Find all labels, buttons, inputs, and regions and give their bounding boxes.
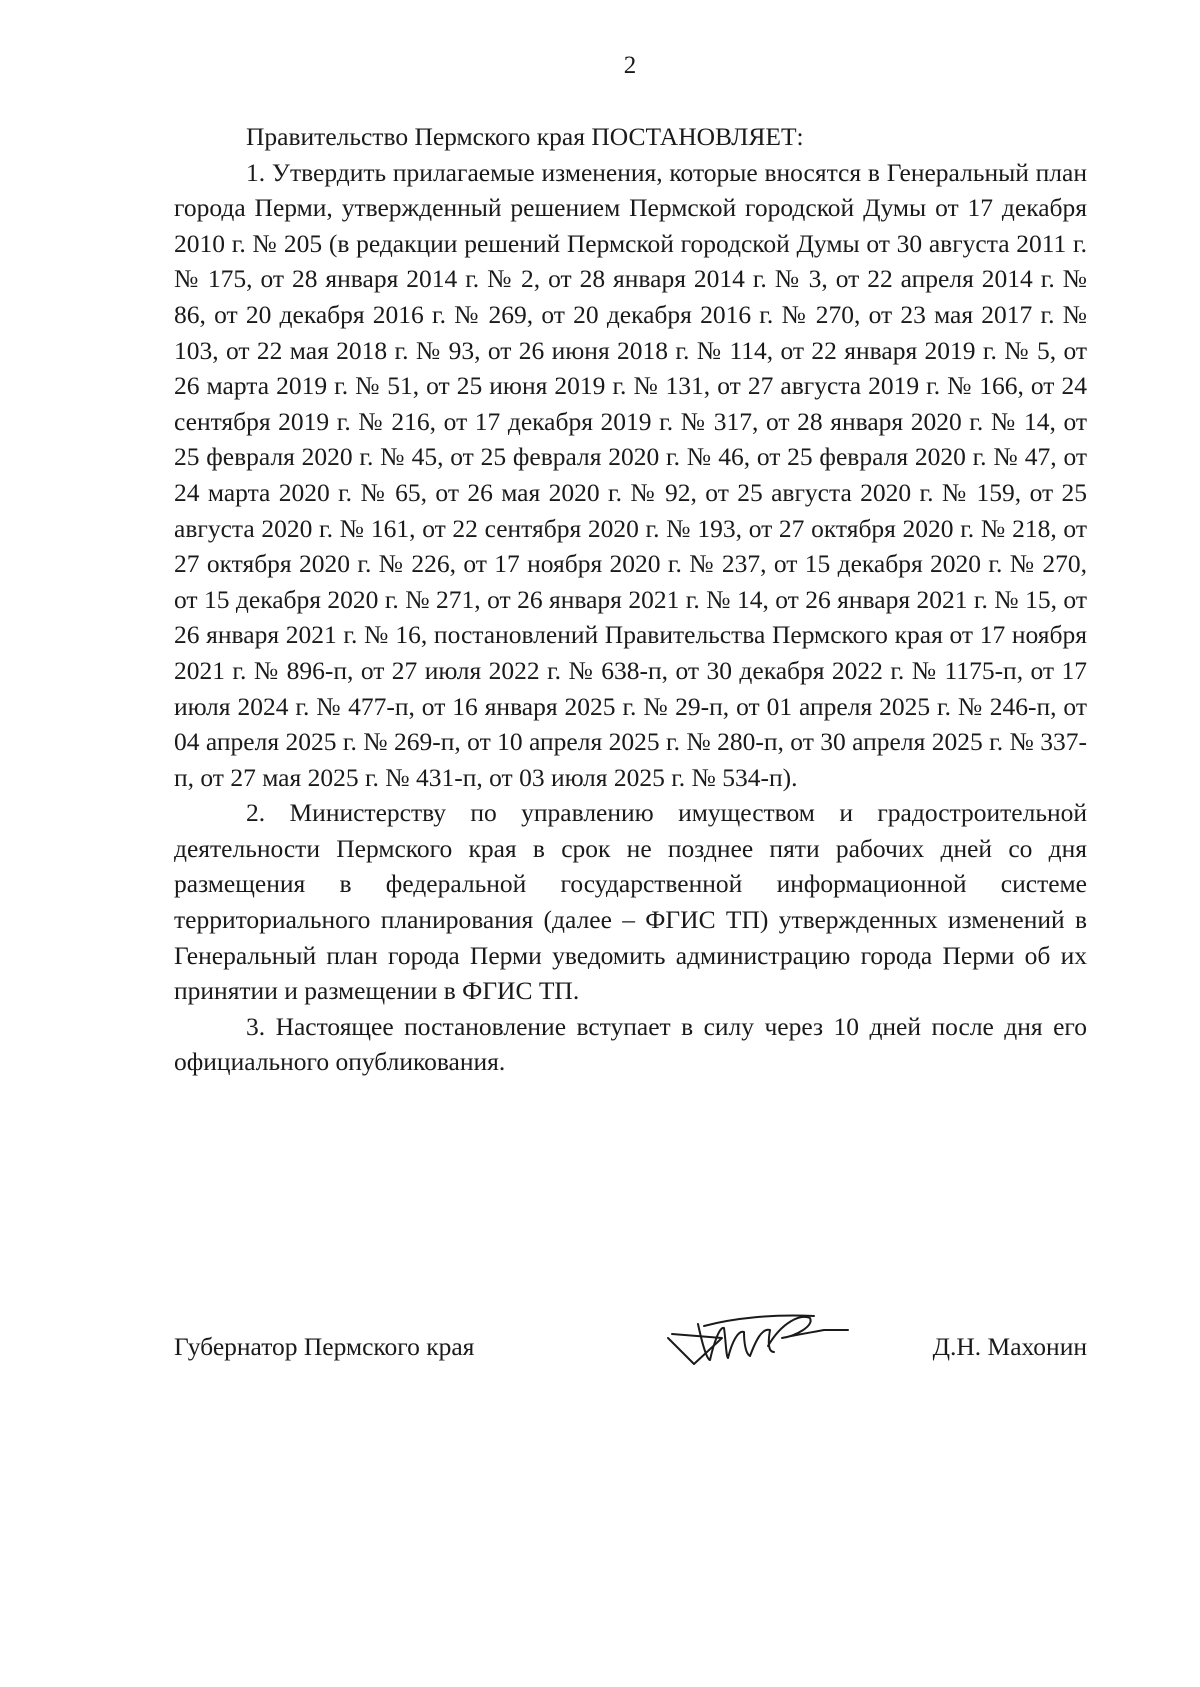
page-number: 2 — [623, 52, 637, 79]
handwritten-signature-icon — [664, 1312, 854, 1370]
decree-paragraph-3: 3. Настоящее постановление вступает в силу через 10 дней после дня его официального опубликования. — [174, 1011, 1087, 1077]
decree-paragraph-2: 2. Министерству по управлению имуществом и градостроительной деятельности Пермского края в срок не позднее пяти рабочих дней со дня размещения в федеральной государственной информационной системе территориального планирования (далее – ФГИС ТП) утвержденных изменений в Генеральный план города Перми уведомить администрацию города Перми об их принятии и размещении в ФГИС ТП. — [174, 798, 1087, 1006]
signer-position: Губернатор Пермского края — [174, 1332, 475, 1361]
decree-paragraph-1: 1. Утвердить прилагаемые изменения, которые вносятся в Генеральный план города Перми, утвержденный решением Пермской городской Думы от 17 декабря 2010 г. № 205 (в редакции решений Пермской городской Думы от 30 августа 2011 г. № 175, от 28 января 2014 г. № 2, от 28 января 2014 г. № 3, от 22 апреля 2014 г. № 86, от 20 декабря 2016 г. № 269, от 20 декабря 2016 г. № 270, от 23 мая 2017 г. № 103, от 22 мая 2018 г. № 93, от 26 июня 2018 г. № 114, от 22 января 2019 г. № 5, от 26 марта 2019 г. № 51, от 25 июня 2019 г. № 131, от 27 августа 2019 г. № 166, от 24 сентября 2019 г. № 216, от 17 декабря 2019 г. № 317, от 28 января 2020 г. № 14, от 25 февраля 2020 г. № 45, от 25 февраля 2020 г. № 46, от 25 февраля 2020 г. № 47, от 24 марта 2020 г. № 65, от 26 мая 2020 г. № 92, от 25 августа 2020 г. № 159, от 25 августа 2020 г. № 161, от 22 сентября 2020 г. № 193, от 27 октября 2020 г. № 218, от 27 октября 2020 г. № 226, от 17 ноября 2020 г. № 237, от 15 декабря 2020 г. № 270, от 15 декабря 2020 г. № 271, от 26 января 2021 г. № 14, от 26 января 2021 г. № 15, от 26 января 2021 г. № 16, постановлений Правительства Пермского края от 17 ноября 2021 г. № 896-п, от 27 июля 2022 г. № 638-п, от 30 декабря 2022 г. № 1175-п, от 17 июля 2024 г. № 477-п, от 16 января 2025 г. № 29-п, от 01 апреля 2025 г. № 246-п, от 04 апреля 2025 г. № 269-п, от 10 апреля 2025 г. № 280-п, от 30 апреля 2025 г. № 337-п, от 27 мая 2025 г. № 431-п, от 03 июля 2025 г. № 534-п). — [174, 157, 1087, 792]
decree-body — [174, 119, 1087, 1080]
signature-block — [174, 1332, 1087, 1392]
decree-intro: Правительство Пермского края ПОСТАНОВЛЯЕТ: — [246, 122, 804, 151]
signer-name: Д.Н. Махонин — [932, 1332, 1087, 1361]
